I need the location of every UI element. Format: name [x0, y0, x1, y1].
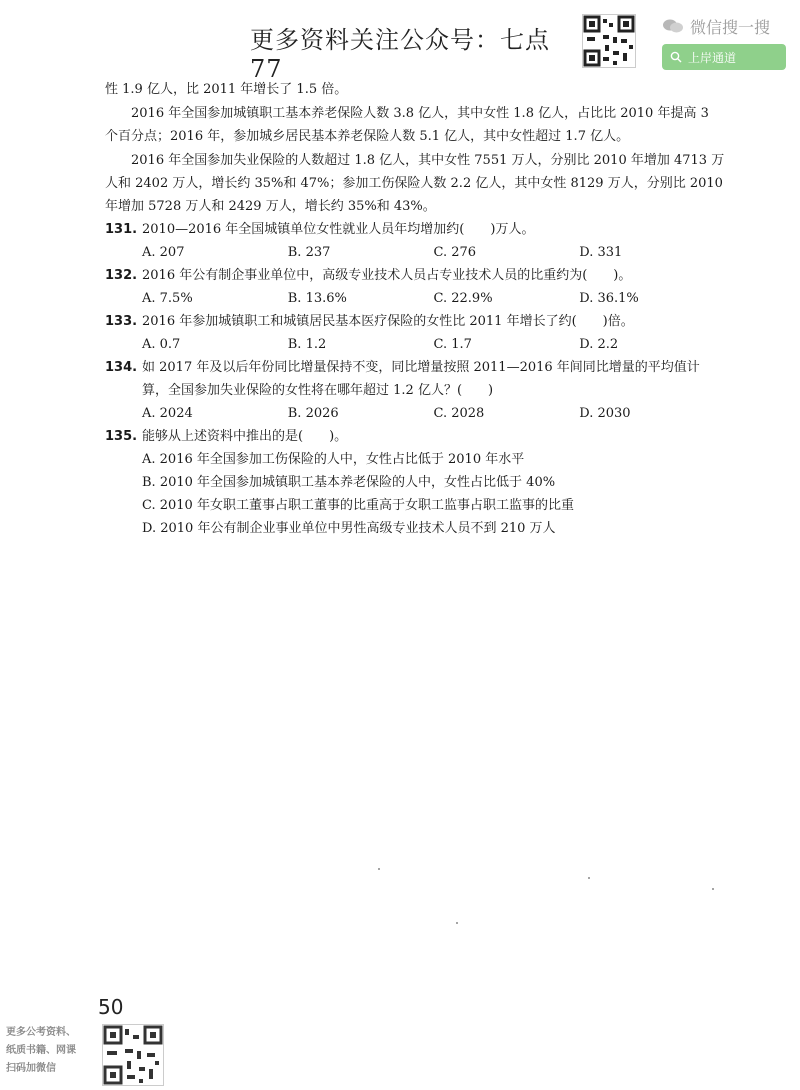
scan-speck [588, 877, 590, 879]
option-c: C. 2028 [433, 406, 485, 421]
paragraph-insurance: 2016 年全国参加失业保险的人数超过 1.8 亿人，其中女性 7551 万人，分别比 2010 年增加 4713 万人和 2402 万人，增长约 35%和 47%；参加工伤保险人数 2.2 亿人，其中女性 8129 万人，分别比 2010 年增加 5728 万人和 2429 万人，增长约 35%和 43%。 [105, 153, 725, 214]
option-a: A. 207 [142, 245, 185, 260]
option-d: D. 2030 [579, 406, 631, 421]
page-number: 50 [98, 995, 124, 1019]
question-131 [105, 218, 725, 264]
question-number: 134. [105, 360, 138, 375]
pass-channel-label: 上岸通道 [688, 50, 737, 65]
question-stem: 2016 年公有制企事业单位中，高级专业技术人员占专业技术人员的比重约为( )。 [142, 268, 632, 283]
footer-line: 更多公考资料、 [6, 1027, 76, 1038]
option-a: A. 7.5% [142, 291, 193, 306]
option-a: A. 2024 [142, 406, 193, 421]
question-stem: 能够从上述资料中推出的是( )。 [142, 429, 348, 444]
search-icon [670, 51, 682, 63]
question-132 [105, 264, 725, 310]
question-number: 133. [105, 314, 138, 329]
question-stem: 如 2017 年及以后年份同比增量保持不变，同比增量按照 2011—2016 年间同比增量的平均值计算，全国参加失业保险的女性将在哪年超过 1.2 亿人？( ) [142, 360, 700, 398]
question-number: 132. [105, 268, 138, 283]
question-134 [105, 356, 725, 425]
paragraph-continued: 性 1.9 亿人，比 2011 年增长了 1.5 倍。 [105, 82, 348, 97]
footer-line: 纸质书籍、网课 [6, 1045, 76, 1056]
option-c: C. 22.9% [433, 291, 493, 306]
question-stem: 2016 年参加城镇职工和城镇居民基本医疗保险的女性比 2011 年增长了约( )倍。 [142, 314, 634, 329]
option-b: B. 237 [287, 245, 331, 260]
question-number: 135. [105, 429, 138, 444]
option-a: A. 2016 年全国参加工伤保险的人中，女性占比低于 2010 年水平 [142, 452, 525, 467]
scan-speck [456, 922, 458, 924]
wechat-search-text: 微信搜一搜 [690, 17, 771, 37]
option-d: D. 2.2 [579, 337, 619, 352]
option-d: D. 2010 年公有制企业事业单位中男性高级专业技术人员不到 210 万人 [142, 521, 556, 536]
pass-channel-button[interactable] [662, 44, 786, 70]
question-135 [105, 425, 725, 540]
option-b: B. 1.2 [287, 337, 327, 352]
qr-code-icon [102, 1024, 164, 1086]
qr-code-icon [582, 14, 636, 68]
footer-line: 扫码加微信 [6, 1063, 56, 1074]
question-number: 131. [105, 222, 138, 237]
option-b: B. 13.6% [287, 291, 347, 306]
wechat-search-label [662, 14, 792, 38]
paragraph-pension: 2016 年全国参加城镇职工基本养老保险人数 3.8 亿人，其中女性 1.8 亿人，占比比 2010 年提高 3 个百分点；2016 年，参加城乡居民基本养老保险人数 5.1 亿人，其中女性超过 1.7 亿人。 [105, 106, 709, 144]
option-d: D. 36.1% [579, 291, 639, 306]
document-body [105, 78, 725, 540]
question-stem: 2010—2016 年全国城镇单位女性就业人员年均增加约( )万人。 [142, 222, 535, 237]
question-133 [105, 310, 725, 356]
option-a: A. 0.7 [142, 337, 181, 352]
option-d: D. 331 [579, 245, 623, 260]
option-c: C. 276 [433, 245, 477, 260]
footer-promo [6, 1024, 102, 1078]
scan-speck [378, 868, 380, 870]
option-c: C. 1.7 [433, 337, 472, 352]
option-b: B. 2026 [287, 406, 339, 421]
option-b: B. 2010 年全国参加城镇职工基本养老保险的人中，女性占比低于 40% [142, 475, 556, 490]
option-c: C. 2010 年女职工董事占职工董事的比重高于女职工监事占职工监事的比重 [142, 498, 574, 513]
scan-speck [712, 888, 714, 890]
wechat-search-icon [662, 18, 684, 34]
page-header-title: 更多资料关注公众号：七点77 [250, 26, 550, 83]
